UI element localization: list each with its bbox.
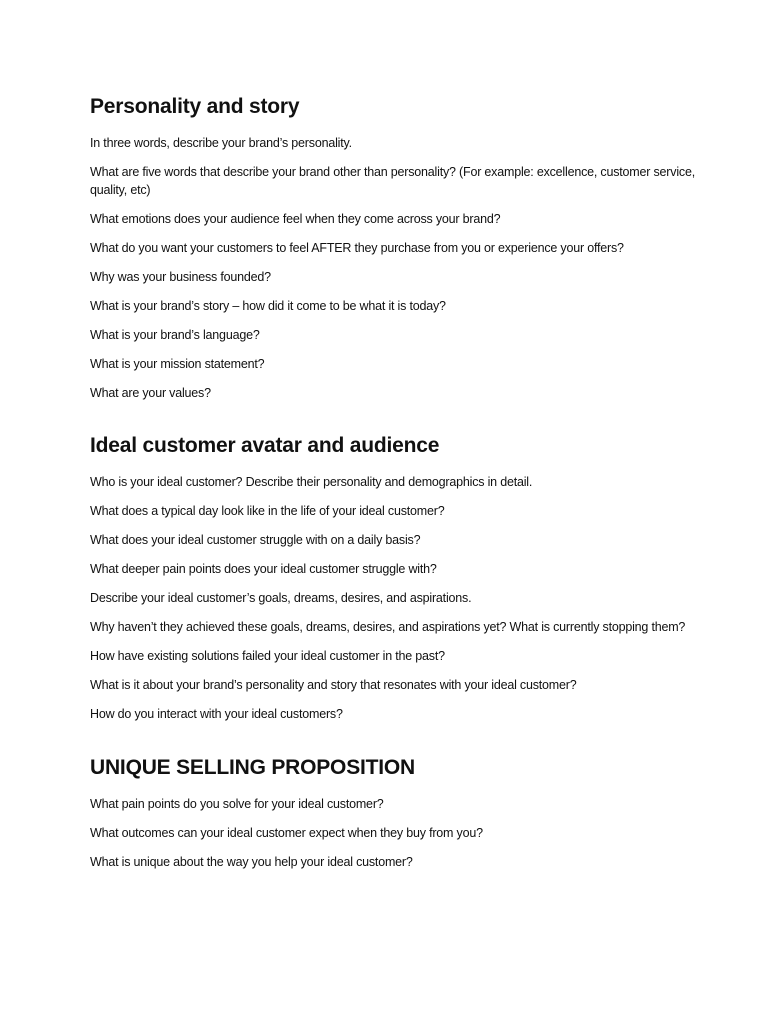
question-item: What are five words that describe your brand other than personality? (For example: excellence, customer service, quality, etc) bbox=[90, 165, 695, 197]
document-page bbox=[90, 94, 700, 882]
question-item: What emotions does your audience feel when they come across your brand? bbox=[90, 212, 501, 226]
question-item: What does your ideal customer struggle with on a daily basis? bbox=[90, 533, 421, 547]
question-item: What is your mission statement? bbox=[90, 357, 265, 371]
question-item: Why haven’t they achieved these goals, dreams, desires, and aspirations yet? What is currently stopping them? bbox=[90, 620, 686, 634]
question-item: Who is your ideal customer? Describe their personality and demographics in detail. bbox=[90, 475, 533, 489]
question-item: What deeper pain points does your ideal customer struggle with? bbox=[90, 562, 437, 576]
section-heading: Ideal customer avatar and audience bbox=[90, 434, 440, 457]
section-heading: UNIQUE SELLING PROPOSITION bbox=[90, 756, 415, 779]
question-item: Why was your business founded? bbox=[90, 270, 271, 284]
question-item: In three words, describe your brand’s personality. bbox=[90, 136, 352, 150]
question-item: What is your brand’s story – how did it come to be what it is today? bbox=[90, 299, 446, 313]
question-item: What pain points do you solve for your ideal customer? bbox=[90, 797, 384, 811]
question-item: Describe your ideal customer’s goals, dreams, desires, and aspirations. bbox=[90, 591, 472, 605]
section-personality-and-story bbox=[90, 94, 700, 402]
question-item: What is unique about the way you help your ideal customer? bbox=[90, 855, 413, 869]
question-item: How have existing solutions failed your ideal customer in the past? bbox=[90, 649, 445, 663]
section-ideal-customer-avatar bbox=[90, 433, 700, 723]
section-heading: Personality and story bbox=[90, 95, 300, 118]
question-item: What are your values? bbox=[90, 386, 211, 400]
question-item: What is it about your brand’s personality and story that resonates with your ideal customer? bbox=[90, 678, 577, 692]
question-item: What do you want your customers to feel AFTER they purchase from you or experience your offers? bbox=[90, 241, 624, 255]
question-item: What does a typical day look like in the life of your ideal customer? bbox=[90, 504, 445, 518]
section-unique-selling-proposition bbox=[90, 755, 700, 871]
question-item: What is your brand’s language? bbox=[90, 328, 260, 342]
question-item: How do you interact with your ideal customers? bbox=[90, 707, 343, 721]
question-item: What outcomes can your ideal customer expect when they buy from you? bbox=[90, 826, 483, 840]
